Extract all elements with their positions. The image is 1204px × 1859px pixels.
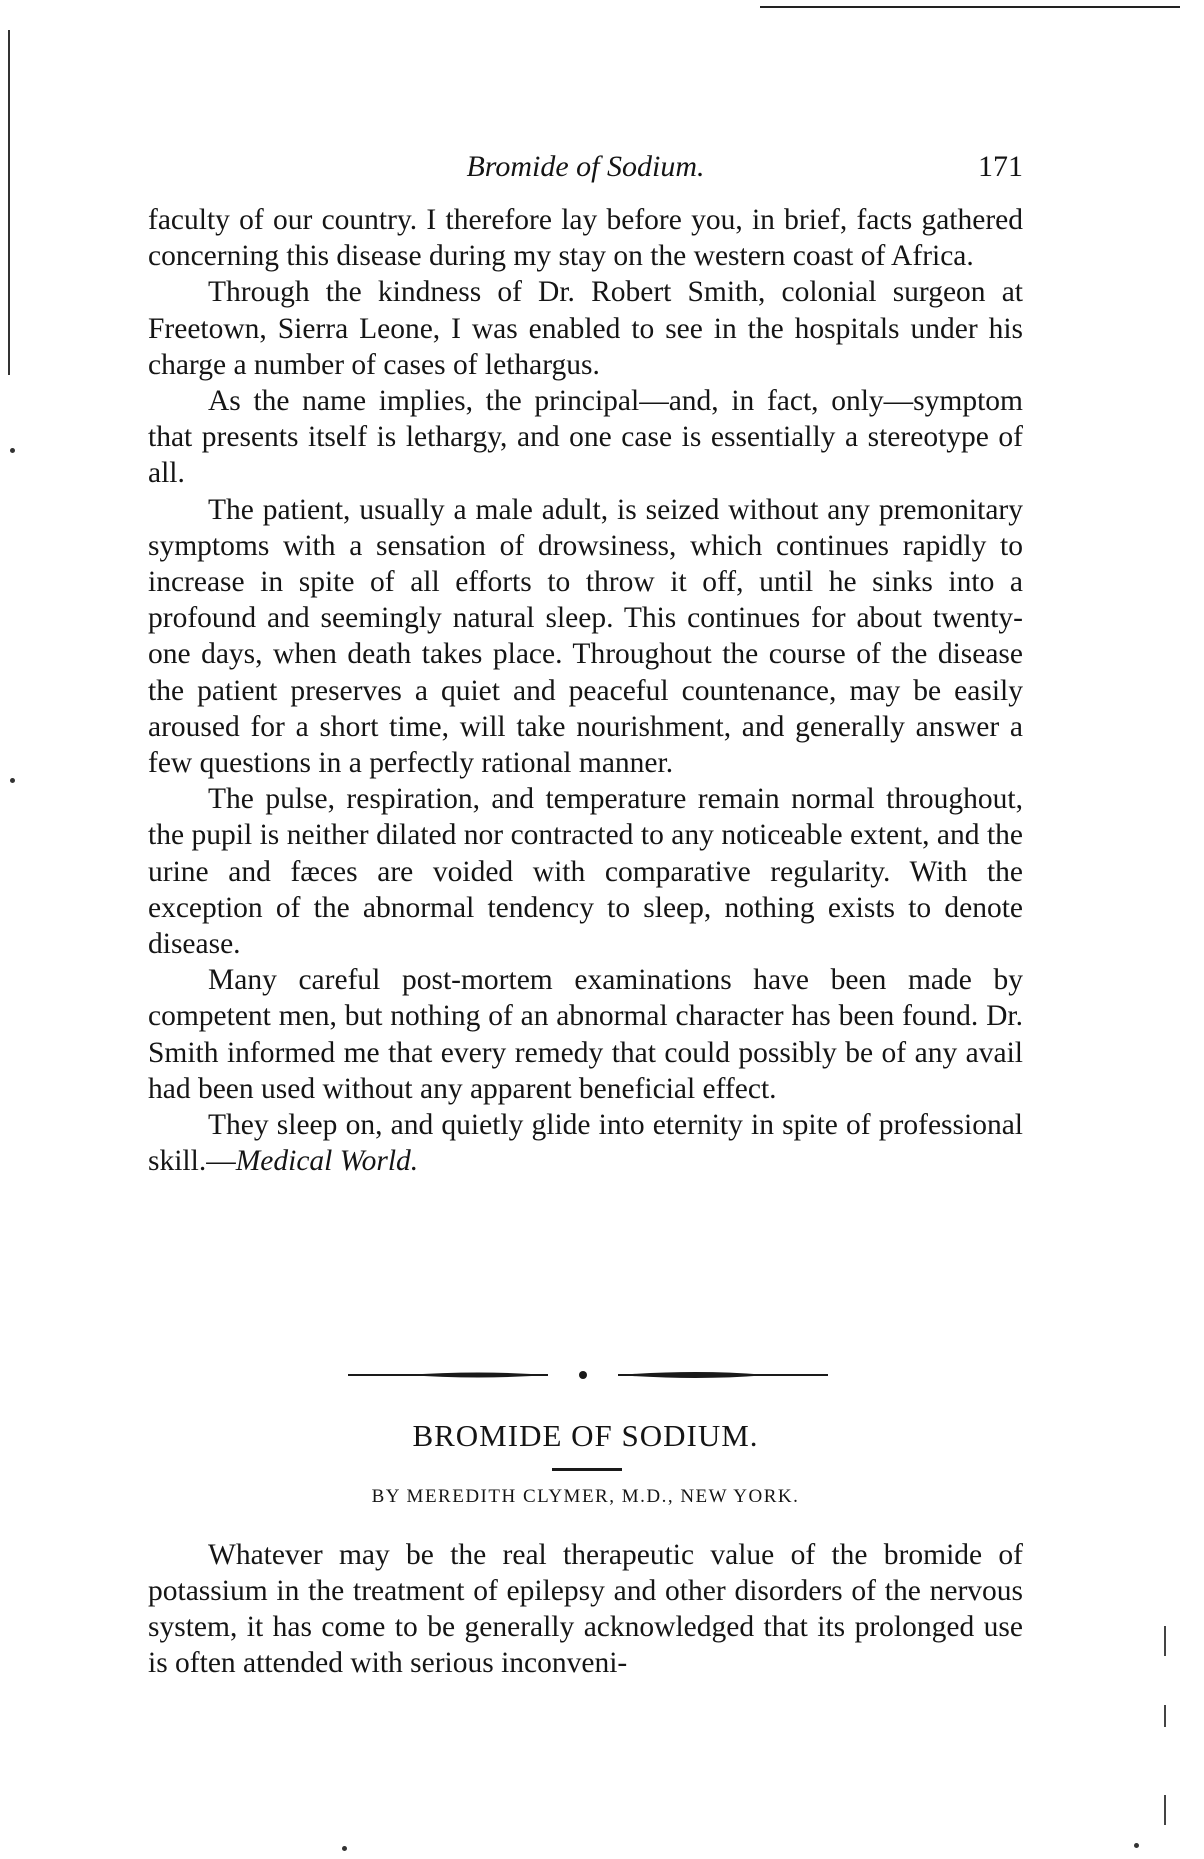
closing-text: They sleep on, and quietly glide into eternity in spite of professional skill.—	[148, 1109, 1023, 1178]
article-one-body	[148, 202, 1023, 1179]
paragraph: Through the kindness of Dr. Robert Smith, colonial surgeon at Freetown, Sierra Leone, I was enabled to see in the hospitals under his charge a number of cases of lethargus.	[148, 276, 1023, 381]
paragraph: The patient, usually a male adult, is seized without any premonitary symptoms with a sensation of drowsiness, which continues rapidly to increase in spite of all efforts to throw it off, until he sinks into a profound and seemingly natural sleep. This continues for about twenty-one days, when death takes place. Throughout the course of the disease the patient preserves a quiet and peaceful countenance, may be easily aroused for a short time, will take nourishment, and generally answer a few questions in a perfectly rational manner.	[148, 493, 1023, 780]
paragraph: The pulse, respiration, and temperature remain normal throughout, the pupil is neither dilated nor contracted to any noticeable extent, and the urine and fæces are voided with comparative regularity. With the exception of the abnormal tendency to sleep, nothing exists to denote disease.	[148, 783, 1023, 961]
citation: Medical World.	[235, 1145, 419, 1178]
scan-margin-line	[8, 30, 10, 375]
scan-mark	[1164, 1626, 1166, 1656]
paragraph: faculty of our country. I therefore lay before you, in brief, facts gathered concerning this disease during my stay on the western coast of Africa.	[148, 204, 1023, 273]
article-two-body	[148, 1537, 1023, 1681]
page-number: 171	[978, 150, 1023, 183]
scan-edge-line	[760, 6, 1180, 8]
article-title: BROMIDE OF SODIUM.	[412, 1418, 759, 1453]
paragraph: Many careful post-mortem examinations have been made by competent men, but nothing of an abnormal character has been found. Dr. Smith informed me that every remedy that could possibly be of any avail had been used without any apparent beneficial effect.	[148, 964, 1023, 1105]
running-title: Bromide of Sodium.	[466, 150, 705, 183]
scan-mark	[1164, 1795, 1166, 1825]
scan-mark	[1164, 1705, 1166, 1727]
scan-speck	[10, 448, 15, 453]
ornamental-divider	[348, 1368, 828, 1382]
title-underline	[552, 1468, 622, 1471]
paragraph: As the name implies, the principal—and, in fact, only—symptom that presents itself is lethargy, and one case is essentially a stereotype of all.	[148, 385, 1023, 490]
page-header	[148, 150, 1023, 190]
scan-speck	[342, 1846, 347, 1851]
closing-paragraph	[148, 1107, 1023, 1179]
paragraph: Whatever may be the real therapeutic value of the bromide of potassium in the treatment of epilepsy and other disorders of the nervous system, it has come to be generally acknowledged that its prolonged use is often attended with serious inconveni-	[148, 1539, 1023, 1679]
scan-speck	[10, 778, 15, 783]
author-byline: BY MEREDITH CLYMER, M.D., NEW YORK.	[371, 1486, 800, 1507]
scan-speck	[1134, 1843, 1139, 1848]
